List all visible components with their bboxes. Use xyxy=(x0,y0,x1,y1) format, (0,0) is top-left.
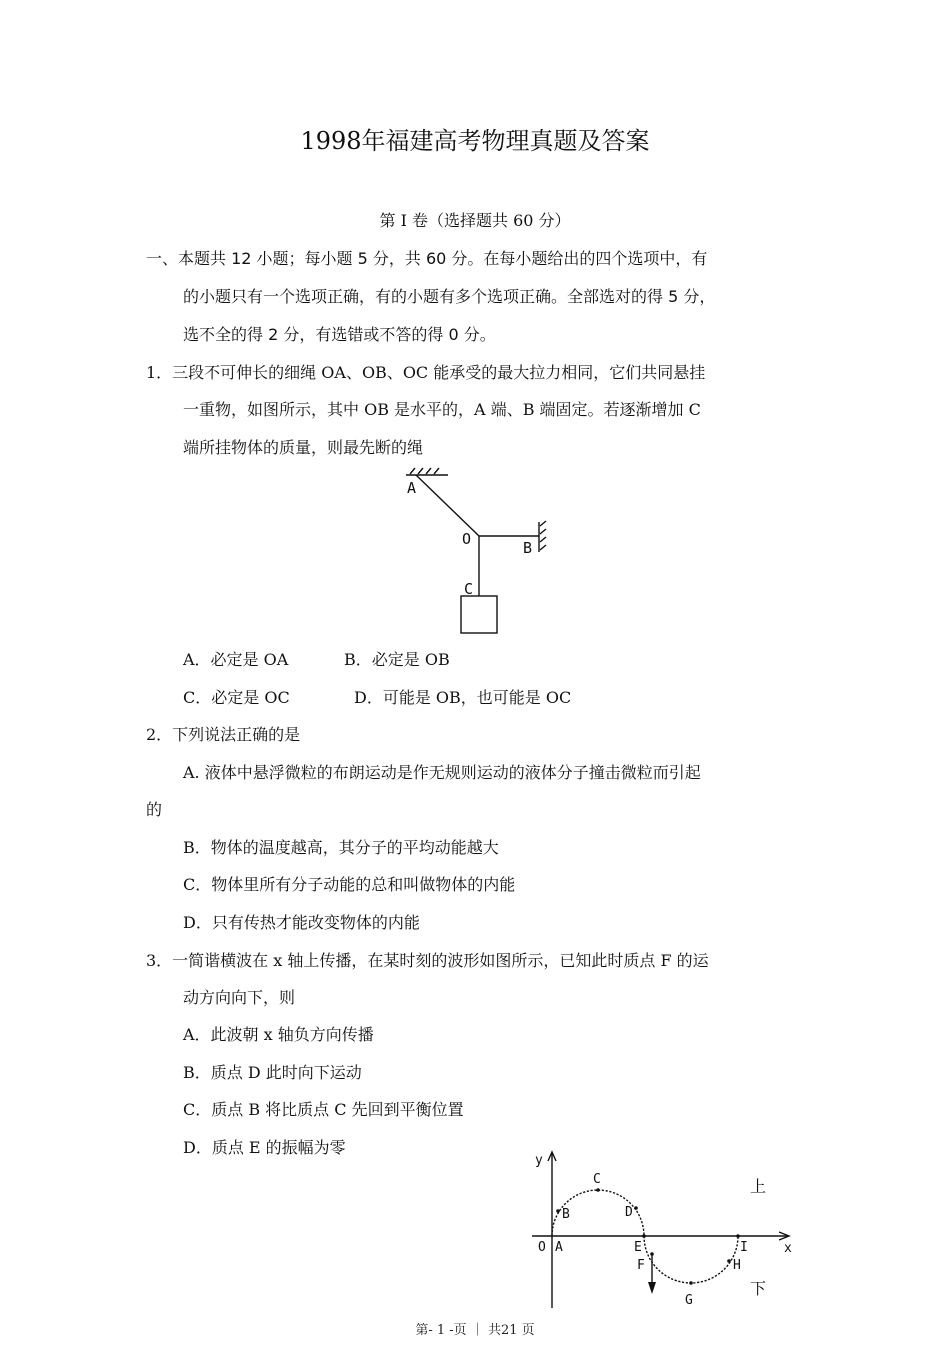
label-o: O xyxy=(462,530,472,548)
q1-stem-line-2: 一重物，如图所示，其中 OB 是水平的，A 端、B 端固定。若逐渐增加 C xyxy=(183,400,701,419)
volume-heading: 第 I 卷（选择题共 60 分） xyxy=(379,211,571,230)
page-footer: 第- 1 -页 ｜ 共21 页 xyxy=(415,1323,535,1338)
arrow-f-head xyxy=(648,1282,656,1294)
label-point-a: A xyxy=(555,1240,563,1255)
axis-label-x: x xyxy=(784,1241,792,1256)
q3-wave-figure xyxy=(528,1148,800,1312)
q2-stem: 2．下列说法正确的是 xyxy=(146,725,301,744)
q1-option-a: A．必定是 OA xyxy=(183,650,289,669)
q2-option-a-line-1: A. 液体中悬浮微粒的布朗运动是作无规则运动的液体分子撞击微粒而引起 xyxy=(183,763,701,782)
section-instructions-line-1: 一、本题共 12 小题；每小题 5 分，共 60 分。在每小题给出的四个选项中，有 xyxy=(146,249,708,268)
q3-option-b: B．质点 D 此时向下运动 xyxy=(183,1063,362,1082)
label-point-d: D xyxy=(625,1205,633,1220)
label-up: 上 xyxy=(750,1177,767,1196)
q3-option-c: C．质点 B 将比质点 C 先回到平衡位置 xyxy=(183,1100,464,1119)
label-origin-o: O xyxy=(538,1240,546,1255)
label-c: C xyxy=(464,580,474,598)
axis-label-y: y xyxy=(535,1153,543,1168)
q1-option-b: B．必定是 OB xyxy=(344,650,450,669)
label-point-i: I xyxy=(740,1240,748,1255)
q1-stem-line-3: 端所挂物体的质量，则最先断的绳 xyxy=(183,438,424,457)
label-point-e: E xyxy=(634,1240,642,1255)
q2-option-d: D．只有传热才能改变物体的内能 xyxy=(183,913,420,932)
section-instructions-line-3: 选不全的得 2 分，有选错或不答的得 0 分。 xyxy=(183,325,496,344)
q2-option-a-line-2: 的 xyxy=(146,800,163,819)
q2-option-c: C．物体里所有分子动能的总和叫做物体的内能 xyxy=(183,875,516,894)
label-point-g: G xyxy=(685,1293,693,1308)
rope-oa xyxy=(416,475,479,536)
section-instructions-line-2: 的小题只有一个选项正确，有的小题有多个选项正确。全部选对的得 5 分， xyxy=(183,287,716,306)
label-b: B xyxy=(523,539,533,557)
q1-option-d: D．可能是 OB，也可能是 OC xyxy=(354,688,572,707)
label-point-f: F xyxy=(637,1258,645,1273)
q3-option-a: A．此波朝 x 轴负方向传播 xyxy=(183,1025,374,1044)
q3-stem-line-1: 3．一简谐横波在 x 轴上传播，在某时刻的波形如图所示，已知此时质点 F 的运 xyxy=(146,951,709,970)
wave-trough xyxy=(644,1236,738,1283)
q1-rope-figure xyxy=(396,466,560,638)
label-a: A xyxy=(407,479,417,497)
q1-option-c: C．必定是 OC xyxy=(183,688,290,707)
q3-stem-line-2: 动方向向下，则 xyxy=(183,988,296,1007)
label-point-c: C xyxy=(593,1172,601,1187)
label-point-b: B xyxy=(562,1207,570,1222)
label-down: 下 xyxy=(750,1279,767,1298)
hanging-block xyxy=(461,596,497,633)
q2-option-b: B．物体的温度越高，其分子的平均动能越大 xyxy=(183,838,499,857)
q1-stem-line-1: 1．三段不可伸长的细绳 OA、OB、OC 能承受的最大拉力相同，它们共同悬挂 xyxy=(146,363,706,382)
page-title: 1998年福建高考物理真题及答案 xyxy=(300,127,650,155)
label-point-h: H xyxy=(733,1258,741,1273)
q3-option-d: D．质点 E 的振幅为零 xyxy=(183,1138,346,1157)
